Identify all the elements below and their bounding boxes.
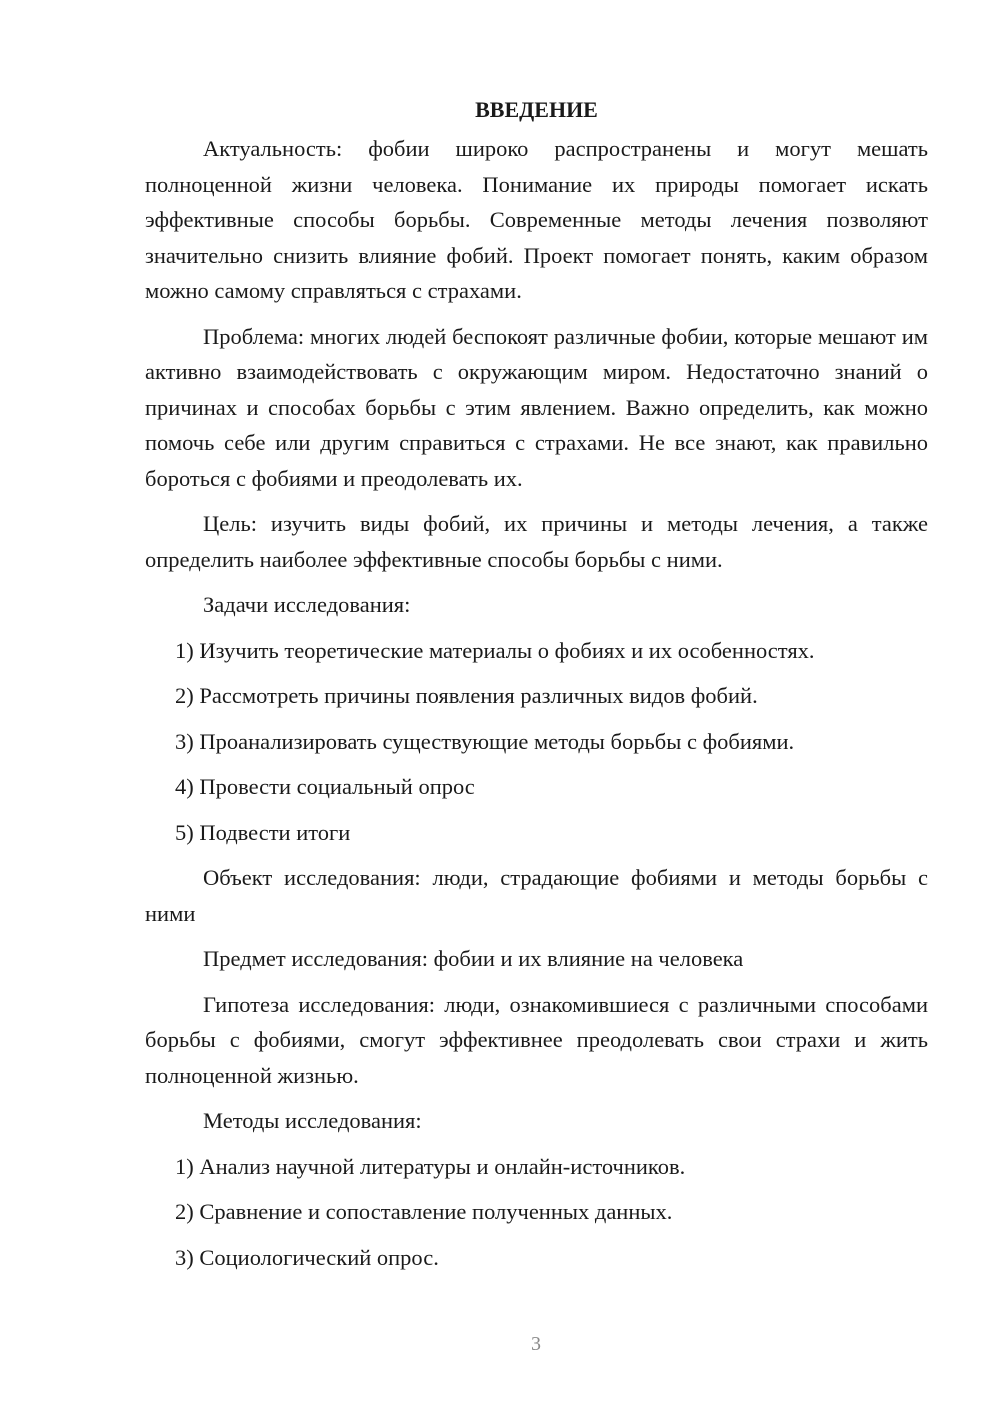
list-item: 4) Провести социальный опрос — [175, 774, 475, 799]
object-paragraph: Объект исследования: люди, страдающие фобиями и методы борьбы с ними — [145, 865, 928, 926]
list-item: 3) Проанализировать существующие методы борьбы с фобиями. — [175, 728, 795, 754]
page-number: 3 — [531, 1333, 541, 1355]
methods-heading: Методы исследования: — [203, 1108, 422, 1133]
list-item: 3) Социологический опрос. — [175, 1244, 439, 1270]
list-item: 1) Анализ научной литературы и онлайн-источников. — [175, 1153, 686, 1179]
methods-list — [145, 1149, 928, 1276]
subject-paragraph: Предмет исследования: фобии и их влияние на человека — [203, 946, 744, 971]
document-page — [145, 92, 928, 1275]
list-item: 2) Сравнение и сопоставление полученных данных. — [175, 1199, 673, 1224]
tasks-list — [145, 633, 928, 851]
hypothesis-paragraph: Гипотеза исследования: люди, ознакомившиеся с различными способами борьбы с фобиями, смогут эффективнее преодолевать свои страхи и жить полноценной жизнью. — [145, 991, 928, 1088]
goal-paragraph: Цель: изучить виды фобий, их причины и методы лечения, а также определить наиболее эффективные способы борьбы с ними. — [145, 511, 928, 572]
list-item: 5) Подвести итоги — [175, 819, 351, 845]
relevance-paragraph: Актуальность: фобии широко распространены и могут мешать полноценной жизни человека. Понимание их природы помогает искать эффективные способы борьбы. Современные методы лечения позволяют значительно снизить влияние фобий. Проект помогает понять, каким образом можно самому справляться с страхами. — [145, 136, 928, 303]
list-item: 1) Изучить теоретические материалы о фобиях и их особенностях. — [175, 637, 815, 663]
list-item: 2) Рассмотреть причины появления различных видов фобий. — [175, 683, 758, 708]
page-title: ВВЕДЕНИЕ — [475, 97, 598, 122]
tasks-heading: Задачи исследования: — [203, 592, 411, 617]
problem-paragraph: Проблема: многих людей беспокоят различные фобии, которые мешают им активно взаимодействовать с окружающим миром. Недостаточно знаний о причинах и способах борьбы с этим явлением. Важно определить, как можно помочь себе или другим справиться с страхами. Не все знают, как правильно бороться с фобиями и преодолевать их. — [145, 323, 928, 491]
